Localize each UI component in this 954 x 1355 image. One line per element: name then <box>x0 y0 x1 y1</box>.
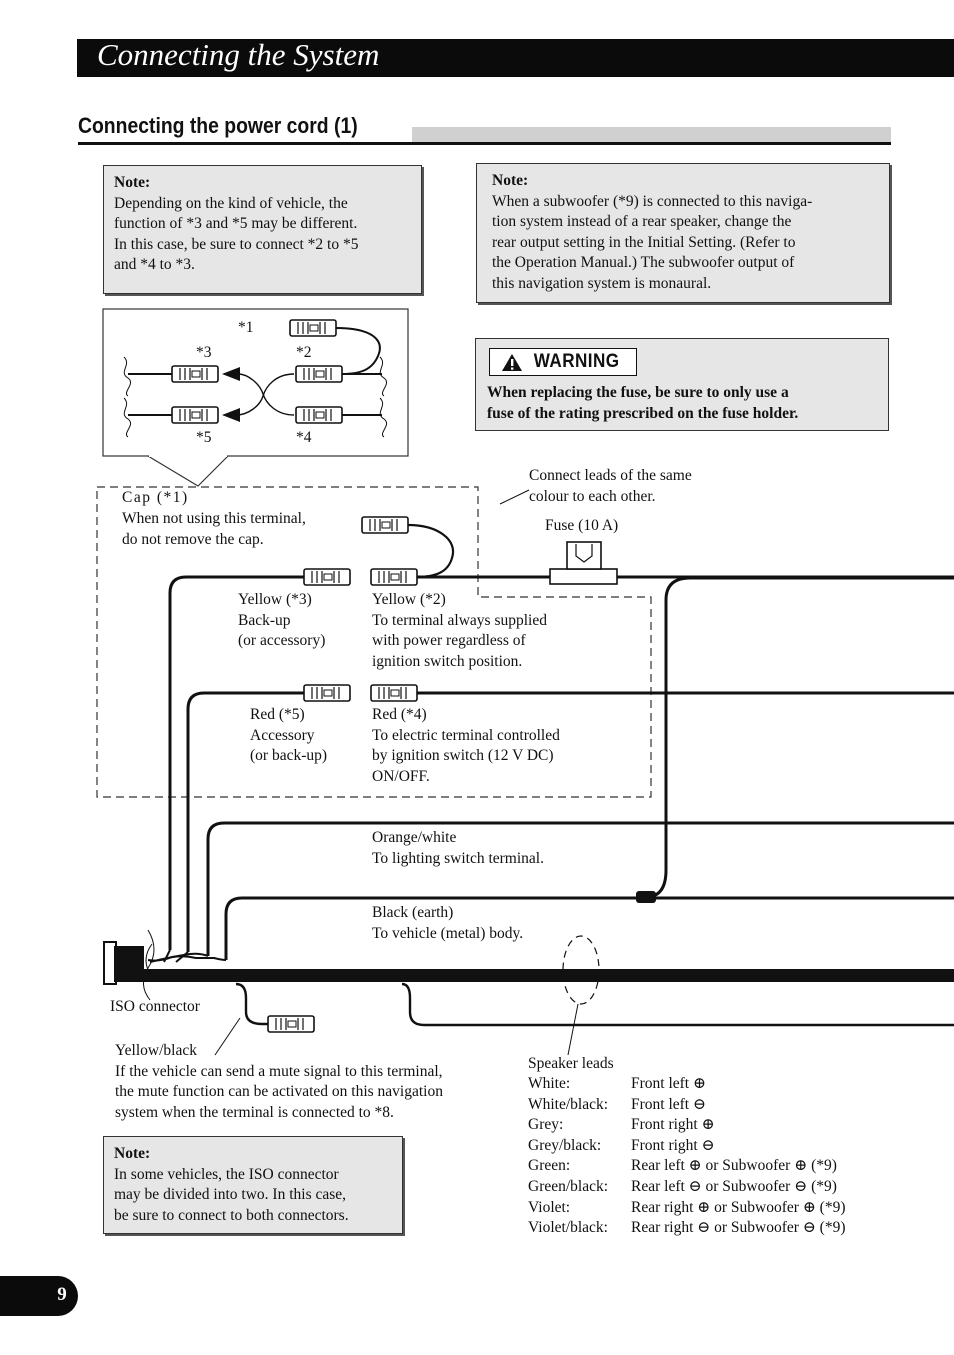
section-title: Connecting the power cord (1) <box>78 113 358 138</box>
iso-connector-label: ISO connector <box>110 998 200 1015</box>
label-line: (or back-up) <box>250 747 328 765</box>
note-heading: Note: <box>114 174 151 191</box>
cap-plug <box>362 517 408 533</box>
yellow-3-plug <box>304 569 350 585</box>
note-bottom <box>103 1136 403 1234</box>
speaker-lead-row <box>528 1218 846 1239</box>
connect-note <box>529 466 692 507</box>
label-line: To terminal always supplied <box>372 611 547 629</box>
speaker-lead-row <box>528 1074 846 1095</box>
lead-desc: Front left ⊖ <box>631 1095 706 1113</box>
inset-plug-4 <box>296 407 342 423</box>
lower-lead <box>402 984 954 1025</box>
inset-label-3: *3 <box>196 344 212 361</box>
note-line: and *4 to *3. <box>114 256 195 274</box>
lead-color: Violet/black: <box>528 1219 608 1237</box>
cap-label: Cap (*1) <box>122 489 189 506</box>
lead-color: White: <box>528 1075 571 1092</box>
lead-desc: Rear left ⊖ or Subwoofer ⊖ (*9) <box>631 1177 837 1195</box>
inset-label-4: *4 <box>296 429 312 446</box>
label-line: Yellow (*2) <box>372 591 446 608</box>
lead-desc: Rear right ⊖ or Subwoofer ⊖ (*9) <box>631 1219 846 1237</box>
page-title: Connecting the System <box>97 37 380 72</box>
note-line: rear output setting in the Initial Setting. (Refer to <box>492 233 796 251</box>
note-line: In some vehicles, the ISO connector <box>114 1165 339 1183</box>
speaker-lead-row <box>528 1115 846 1136</box>
yellow-3-label <box>238 590 325 652</box>
note-line: function of *3 and *5 may be different. <box>114 215 358 233</box>
orange-white-label <box>372 828 544 869</box>
label-line: To electric terminal controlled <box>372 726 560 744</box>
speaker-leads-title: Speaker leads <box>528 1055 614 1072</box>
label-line: Black (earth) <box>372 904 454 921</box>
red-4-plug <box>371 685 417 701</box>
lead-color: Grey: <box>528 1116 564 1134</box>
label-line: Yellow (*3) <box>238 591 312 608</box>
warning-label: WARNING <box>534 351 620 372</box>
label-line: ON/OFF. <box>372 767 430 785</box>
inset-diagram <box>103 309 408 486</box>
red-5-plug <box>304 685 350 701</box>
label-line: by ignition switch (12 V DC) <box>372 747 554 765</box>
inset-plug-3 <box>172 366 218 382</box>
lead-desc: Rear left ⊕ or Subwoofer ⊕ (*9) <box>631 1157 837 1175</box>
note-line: Depending on the kind of vehicle, the <box>114 194 348 212</box>
lead-desc: Rear right ⊕ or Subwoofer ⊕ (*9) <box>631 1198 846 1216</box>
speaker-lead-bundle <box>140 969 954 982</box>
cap-desc <box>122 509 306 550</box>
lead-color: Violet: <box>528 1198 571 1216</box>
lead-color: White/black: <box>528 1095 609 1113</box>
note-line: tion system instead of a rear speaker, change the <box>492 213 792 231</box>
speaker-lead-row <box>528 1156 846 1177</box>
label-line: with power regardless of <box>372 632 526 650</box>
note-line: may be divided into two. In this case, <box>114 1186 347 1204</box>
note-line: be sure to connect to both connectors. <box>114 1206 349 1224</box>
inset-label-5: *5 <box>196 429 212 446</box>
page-number: 9 <box>57 1284 67 1305</box>
inset-label-1: *1 <box>238 319 254 336</box>
label-line: To vehicle (metal) body. <box>372 924 524 942</box>
label-line: the mute function can be activated on this navigation <box>115 1083 443 1101</box>
wire-joint <box>636 891 656 903</box>
yellow-2-label <box>372 590 547 672</box>
label-line: system when the terminal is connected to *8. <box>115 1103 394 1121</box>
connect-line: Connect leads of the same <box>529 467 692 484</box>
fuse-return-wire <box>646 578 954 897</box>
label-line: Orange/white <box>372 829 457 846</box>
lead-desc: Front right ⊕ <box>631 1116 715 1134</box>
black-earth-label <box>372 903 523 944</box>
lead-desc: Front left ⊕ <box>631 1075 706 1092</box>
inset-label-2: *2 <box>296 344 312 361</box>
label-line: Red (*5) <box>250 706 305 723</box>
note-line: this navigation system is monaural. <box>492 274 712 292</box>
note-line: the Operation Manual.) The subwoofer output of <box>492 254 795 272</box>
red-5-label <box>250 705 327 767</box>
warning-line: fuse of the rating prescribed on the fuse holder. <box>487 404 799 422</box>
iso-connector <box>114 946 144 982</box>
label-line: Yellow/black <box>115 1042 197 1059</box>
warning-line: When replacing the fuse, be sure to only use a <box>487 384 789 401</box>
note-top-left <box>103 165 422 294</box>
label-line: ignition switch position. <box>372 652 523 670</box>
warning-badge <box>489 348 637 376</box>
speaker-leads-table <box>528 1074 846 1239</box>
speaker-lead-row <box>528 1095 846 1116</box>
black-earth-wire <box>226 898 954 960</box>
label-line: Accessory <box>250 726 315 744</box>
label-line: Back-up <box>238 611 291 629</box>
warning-triangle-icon <box>501 353 523 372</box>
fuse-label: Fuse (10 A) <box>545 517 619 534</box>
yellow-2-plug <box>371 569 417 585</box>
connect-line: colour to each other. <box>529 487 656 505</box>
inset-plug-2 <box>296 366 342 382</box>
lead-color: Grey/black: <box>528 1136 602 1154</box>
fuse-holder <box>550 542 617 584</box>
lead-desc: Front right ⊖ <box>631 1136 715 1154</box>
note-line: In this case, be sure to connect *2 to *5 <box>114 235 359 253</box>
yellow-black-label <box>115 1041 443 1123</box>
speaker-lead-row <box>528 1136 846 1157</box>
mute-plug <box>268 1016 314 1032</box>
cap-line: do not remove the cap. <box>122 530 264 548</box>
mute-wire <box>236 984 268 1024</box>
label-line: (or accessory) <box>238 632 326 650</box>
note-heading: Note: <box>114 1145 151 1162</box>
label-line: To lighting switch terminal. <box>372 849 544 867</box>
speaker-lead-row <box>528 1177 846 1198</box>
speaker-leader <box>568 1004 578 1055</box>
note-top-right <box>476 163 890 303</box>
lead-color: Green: <box>528 1157 571 1175</box>
inset-plug-1 <box>290 320 336 336</box>
note-line: When a subwoofer (*9) is connected to this naviga- <box>492 192 813 210</box>
label-line: Red (*4) <box>372 706 427 723</box>
warning-text <box>487 383 882 424</box>
inset-plug-5 <box>172 407 218 423</box>
red-4-label <box>372 705 560 787</box>
speaker-lead-row <box>528 1198 846 1219</box>
label-line: If the vehicle can send a mute signal to this terminal, <box>115 1062 443 1080</box>
cap-line: When not using this terminal, <box>122 510 306 527</box>
connect-leader <box>500 490 529 504</box>
lead-color: Green/black: <box>528 1177 609 1195</box>
note-heading: Note: <box>492 172 529 189</box>
